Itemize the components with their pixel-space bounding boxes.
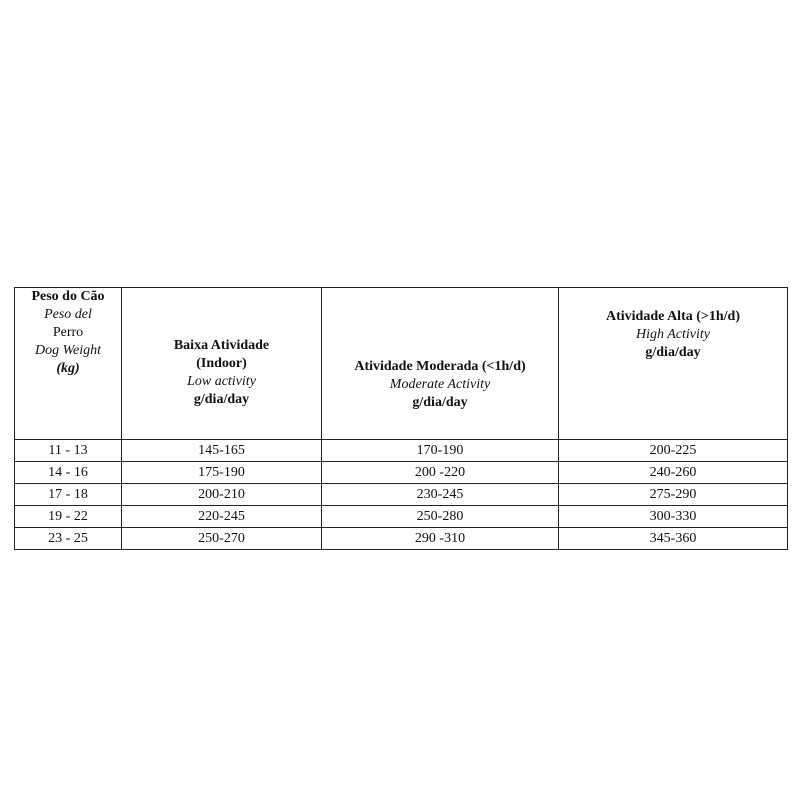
header-low-activity-unit: g/dia/day bbox=[193, 391, 250, 407]
header-dog-weight-en: Dog Weight bbox=[35, 343, 101, 358]
header-dog-weight bbox=[15, 288, 122, 440]
cell-weight: 19 - 22 bbox=[15, 506, 122, 528]
cell-moderate: 290 -310 bbox=[322, 528, 559, 550]
header-row bbox=[15, 288, 788, 440]
header-high-activity-en: High Activity bbox=[636, 327, 710, 342]
header-moderate-activity-en: Moderate Activity bbox=[389, 376, 491, 392]
table-row bbox=[15, 506, 788, 528]
cell-high: 300-330 bbox=[559, 506, 788, 528]
cell-moderate: 230-245 bbox=[322, 484, 559, 506]
table-body bbox=[15, 440, 788, 550]
header-low-activity-en: Low activity bbox=[187, 373, 256, 389]
header-moderate-activity bbox=[322, 288, 559, 440]
header-dog-weight-pt: Peso do Cão bbox=[31, 289, 105, 304]
cell-weight: 23 - 25 bbox=[15, 528, 122, 550]
cell-low: 145-165 bbox=[122, 440, 322, 462]
cell-high: 200-225 bbox=[559, 440, 788, 462]
header-high-activity-pt: Atividade Alta (>1h/d) bbox=[606, 309, 740, 324]
table-row bbox=[15, 440, 788, 462]
cell-high: 275-290 bbox=[559, 484, 788, 506]
cell-weight: 11 - 13 bbox=[15, 440, 122, 462]
header-high-activity bbox=[559, 288, 788, 440]
cell-low: 220-245 bbox=[122, 506, 322, 528]
cell-weight: 17 - 18 bbox=[15, 484, 122, 506]
header-moderate-activity-unit: g/dia/day bbox=[412, 394, 468, 410]
header-low-activity bbox=[122, 288, 322, 440]
cell-low: 200-210 bbox=[122, 484, 322, 506]
cell-high: 240-260 bbox=[559, 462, 788, 484]
cell-low: 175-190 bbox=[122, 462, 322, 484]
cell-moderate: 200 -220 bbox=[322, 462, 559, 484]
table-header bbox=[15, 288, 788, 440]
cell-low: 250-270 bbox=[122, 528, 322, 550]
header-low-activity-pt-1: Baixa Atividade bbox=[173, 337, 270, 353]
feeding-table bbox=[14, 287, 788, 550]
table-row bbox=[15, 484, 788, 506]
header-dog-weight-es-1: Peso del bbox=[44, 307, 92, 322]
cell-high: 345-360 bbox=[559, 528, 788, 550]
cell-weight: 14 - 16 bbox=[15, 462, 122, 484]
header-low-activity-pt-2: (Indoor) bbox=[196, 355, 247, 371]
cell-moderate: 170-190 bbox=[322, 440, 559, 462]
header-moderate-activity-pt: Atividade Moderada (<1h/d) bbox=[354, 358, 526, 374]
header-high-activity-unit: g/dia/day bbox=[645, 345, 701, 360]
header-dog-weight-unit: (kg) bbox=[56, 361, 80, 376]
table-row bbox=[15, 528, 788, 550]
table-row bbox=[15, 462, 788, 484]
header-dog-weight-es-2: Perro bbox=[52, 325, 84, 340]
cell-moderate: 250-280 bbox=[322, 506, 559, 528]
